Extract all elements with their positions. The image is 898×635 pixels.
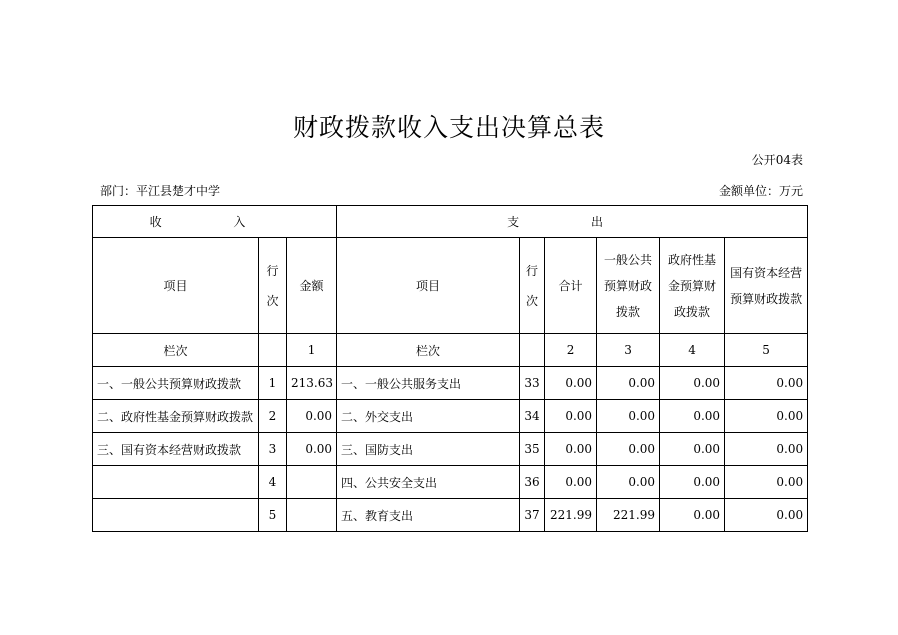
total-header: 合计	[545, 238, 597, 334]
income-item-header: 项目	[93, 238, 259, 334]
form-number: 公开04表	[751, 153, 803, 167]
state-amount: 0.00	[725, 367, 808, 400]
income-row-no: 5	[259, 499, 287, 532]
general-amount: 0.00	[597, 400, 660, 433]
expense-row-no: 36	[520, 466, 545, 499]
column-index-row	[93, 334, 808, 367]
total-amount: 0.00	[545, 466, 597, 499]
income-item: 二、政府性基金预算财政拨款	[93, 400, 259, 433]
expense-section-header	[337, 206, 808, 238]
fiscal-table	[92, 205, 808, 532]
table-row	[93, 433, 808, 466]
income-amount	[287, 466, 337, 499]
income-item	[93, 499, 259, 532]
income-header-text: 收 入	[149, 215, 280, 229]
empty-cell	[259, 334, 287, 367]
column-index-total: 2	[545, 334, 597, 367]
expense-item: 四、公共安全支出	[337, 466, 520, 499]
income-section-header	[93, 206, 337, 238]
expense-item: 三、国防支出	[337, 433, 520, 466]
income-row-no: 3	[259, 433, 287, 466]
income-row-no: 4	[259, 466, 287, 499]
table-row	[93, 367, 808, 400]
income-row-no-header: 行次	[259, 238, 287, 334]
general-amount: 0.00	[597, 433, 660, 466]
expense-row-no: 37	[520, 499, 545, 532]
column-index-income-amount: 1	[287, 334, 337, 367]
column-index-label-expense: 栏次	[337, 334, 520, 367]
income-row-no: 2	[259, 400, 287, 433]
fund-amount: 0.00	[660, 433, 725, 466]
section-header-row	[93, 206, 808, 238]
table-row	[93, 499, 808, 532]
expense-item: 二、外交支出	[337, 400, 520, 433]
expense-row-no: 35	[520, 433, 545, 466]
income-amount: 0.00	[287, 433, 337, 466]
column-index-label: 栏次	[93, 334, 259, 367]
income-amount-header: 金额	[287, 238, 337, 334]
income-amount: 0.00	[287, 400, 337, 433]
state-amount: 0.00	[725, 466, 808, 499]
column-index-state: 5	[725, 334, 808, 367]
expense-item: 一、一般公共服务支出	[337, 367, 520, 400]
general-amount: 221.99	[597, 499, 660, 532]
fund-amount: 0.00	[660, 466, 725, 499]
table-row	[93, 400, 808, 433]
fund-amount: 0.00	[660, 499, 725, 532]
income-item: 一、一般公共预算财政拨款	[93, 367, 259, 400]
total-amount: 0.00	[545, 433, 597, 466]
expense-row-no-header: 行次	[520, 238, 545, 334]
general-amount: 0.00	[597, 466, 660, 499]
page-title: 财政拨款收入支出决算总表	[292, 113, 605, 142]
expense-item-header: 项目	[337, 238, 520, 334]
total-amount: 0.00	[545, 400, 597, 433]
fund-budget-header: 政府性基金预算财政拨款	[660, 238, 725, 334]
expense-header-text: 支 出	[507, 215, 637, 229]
general-budget-header: 一般公共预算财政拨款	[597, 238, 660, 334]
state-capital-header: 国有资本经营预算财政拨款	[725, 238, 808, 334]
column-header-row	[93, 238, 808, 334]
income-row-no: 1	[259, 367, 287, 400]
expense-item: 五、教育支出	[337, 499, 520, 532]
income-amount: 213.63	[287, 367, 337, 400]
expense-row-no: 33	[520, 367, 545, 400]
income-item	[93, 466, 259, 499]
unit-label: 金额单位：万元	[718, 184, 803, 198]
fund-amount: 0.00	[660, 367, 725, 400]
income-amount	[287, 499, 337, 532]
fund-amount: 0.00	[660, 400, 725, 433]
empty-cell	[520, 334, 545, 367]
state-amount: 0.00	[725, 400, 808, 433]
state-amount: 0.00	[725, 433, 808, 466]
total-amount: 221.99	[545, 499, 597, 532]
table-row	[93, 466, 808, 499]
state-amount: 0.00	[725, 499, 808, 532]
column-index-fund: 4	[660, 334, 725, 367]
column-index-general: 3	[597, 334, 660, 367]
expense-row-no: 34	[520, 400, 545, 433]
general-amount: 0.00	[597, 367, 660, 400]
department-label: 部门：平江县楚才中学	[100, 184, 221, 198]
total-amount: 0.00	[545, 367, 597, 400]
income-item: 三、国有资本经营财政拨款	[93, 433, 259, 466]
